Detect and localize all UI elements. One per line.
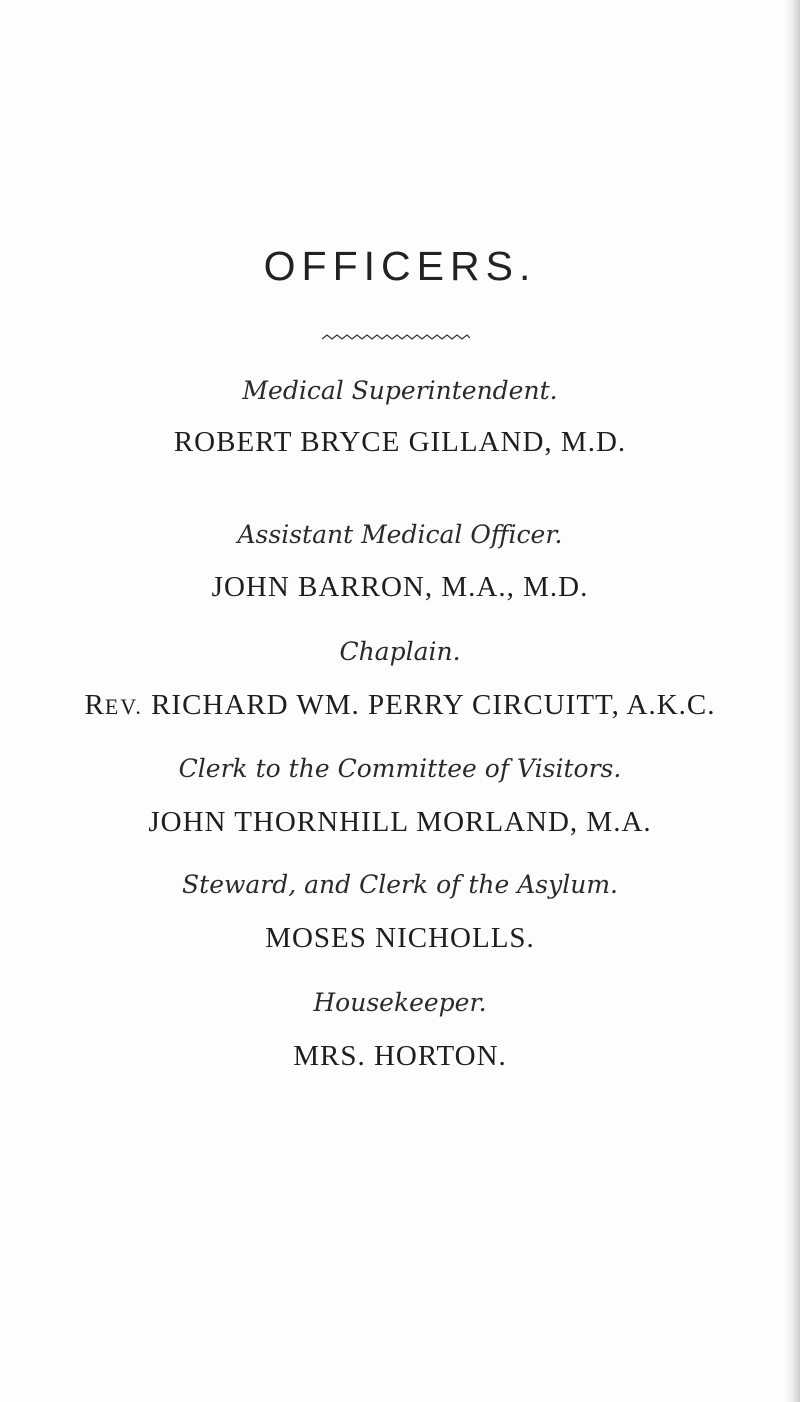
office-title-steward: Steward, and Clerk of the Asylum. [182, 870, 618, 899]
office-title-clerk-to-committee: Clerk to the Committee of Visitors. [178, 754, 622, 783]
officer-name-assistant-medical-officer: JOHN BARRON, M.A., M.D. [211, 571, 589, 603]
office-title-housekeeper: Housekeeper. [313, 988, 487, 1017]
office-title-assistant-medical-officer: Assistant Medical Officer. [237, 520, 563, 549]
officer-name-medical-superintendent: ROBERT BRYCE GILLAND, M.D. [173, 426, 627, 458]
officer-name-chaplain: RICHARD WM. PERRY CIRCUITT, A.K.C. [151, 689, 716, 721]
officer-line-chaplain [0, 689, 800, 722]
officer-name-clerk-to-committee: JOHN THORNHILL MORLAND, M.A. [148, 806, 652, 838]
page-edge-shadow [784, 0, 800, 1402]
officer-prefix-initial: R [84, 689, 105, 721]
page-heading: OFFICERS. [263, 243, 537, 289]
officer-name-housekeeper: MRS. HORTON. [293, 1040, 507, 1072]
office-title-medical-superintendent: Medical Superintendent. [242, 376, 558, 405]
office-title-chaplain: Chaplain. [339, 637, 461, 666]
decorative-wavy-rule [322, 333, 470, 341]
officer-name-steward: MOSES NICHOLLS. [265, 922, 535, 954]
officer-prefix-rest: EV. [104, 694, 143, 719]
